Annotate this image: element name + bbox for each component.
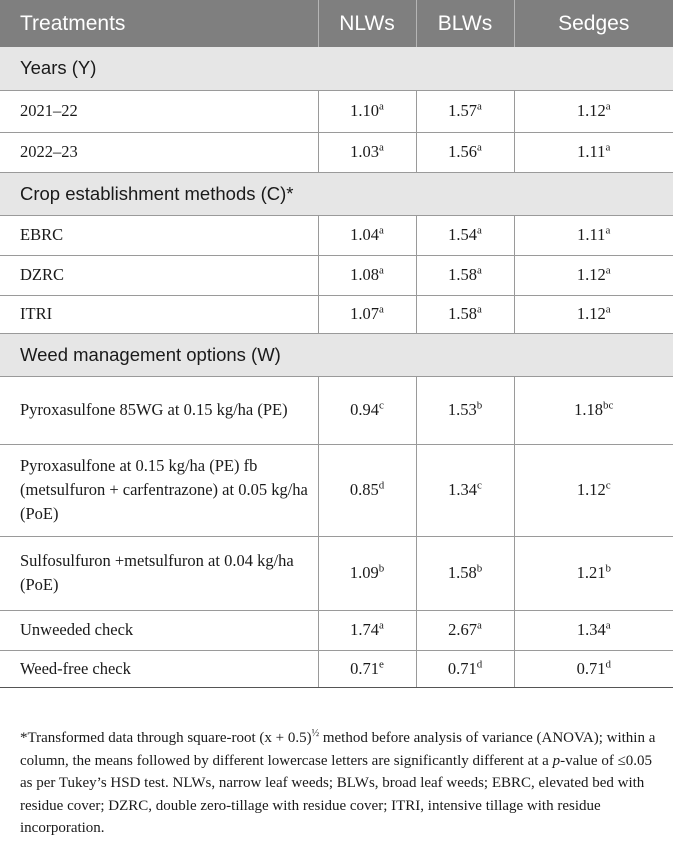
nlw-value: 0.71e (318, 650, 416, 687)
nlw-value: 1.74$^a$ (318, 610, 416, 650)
sedge-value: 1.12$^a$ (514, 255, 673, 295)
sedge-value: 0.71$^d$ (514, 650, 673, 687)
sedge-value: 1.34$^a$ (514, 610, 673, 650)
section-header-weed-management (0, 333, 673, 376)
table-row (0, 650, 673, 687)
col-header-blws: BLWs (416, 0, 514, 47)
nlw-value: 1.03$^a$ (318, 132, 416, 172)
blw-value: 1.56$^a$ (416, 132, 514, 172)
section-header-years (0, 47, 673, 90)
sedge-value: 1.11$^a$ (514, 132, 673, 172)
nlw-value: 1.09$^b$ (318, 536, 416, 610)
table-row (0, 536, 673, 610)
nlw-value: 1.10$^a$ (318, 90, 416, 132)
col-header-treatments: Treatments (0, 0, 318, 47)
section-title: Years (Y) (0, 47, 673, 90)
blw-value: 0.71$^d$ (416, 650, 514, 687)
table-row (0, 255, 673, 295)
blw-value: 1.58$^b$ (416, 536, 514, 610)
nlw-value: 0.85$^d$ (318, 444, 416, 536)
row-label: DZRC (0, 255, 318, 295)
sedge-value: 1.21$^b$ (514, 536, 673, 610)
section-header-crop-establishment (0, 172, 673, 215)
blw-value: 1.58$^a$ (416, 255, 514, 295)
row-label: 2022–23 (0, 132, 318, 172)
table-row (0, 610, 673, 650)
blw-value: 2.67$^a$ (416, 610, 514, 650)
blw-value: 1.34$^c$ (416, 444, 514, 536)
table-row (0, 295, 673, 333)
nlw-value: 1.07$^a$ (318, 295, 416, 333)
table-row (0, 215, 673, 255)
sedge-value: 1.12$^a$ (514, 90, 673, 132)
sedge-value: 1.18$^{bc}$ (514, 376, 673, 444)
blw-value: 1.58$^a$ (416, 295, 514, 333)
blw-value: 1.57$^a$ (416, 90, 514, 132)
sedge-value: 1.12$^c$ (514, 444, 673, 536)
section-title: Crop establishment methods (C)* (0, 172, 673, 215)
row-label: ITRI (0, 295, 318, 333)
section-title: Weed management options (W) (0, 333, 673, 376)
row-label: Pyroxasulfone at 0.15 kg/ha (PE) fb (metsulfuron + carfentrazone) at 0.05 kg/ha (PoE) (0, 444, 318, 536)
row-label: 2021–22 (0, 90, 318, 132)
blw-value: 1.54$^a$ (416, 215, 514, 255)
row-label: EBRC (0, 215, 318, 255)
col-header-sedges: Sedges (514, 0, 673, 47)
table-row (0, 132, 673, 172)
sedge-value: 1.12$^a$ (514, 295, 673, 333)
table-row (0, 90, 673, 132)
nlw-value: 0.94$^c$ (318, 376, 416, 444)
row-label: Sulfosulfuron +metsulfuron at 0.04 kg/ha (PoE) (0, 536, 318, 610)
row-label: Weed-free check (0, 650, 318, 687)
table-row (0, 376, 673, 444)
row-label: Pyroxasulfone 85WG at 0.15 kg/ha (PE) (0, 376, 318, 444)
nlw-value: 1.04$^a$ (318, 215, 416, 255)
sedge-value: 1.11$^a$ (514, 215, 673, 255)
col-header-nlws: NLWs (318, 0, 416, 47)
table-row (0, 444, 673, 536)
blw-value: 1.53$^b$ (416, 376, 514, 444)
table-header-row (0, 0, 673, 47)
row-label: Unweeded check (0, 610, 318, 650)
table-footnote: *Transformed data through square-root $(x + 0.5)^{\frac{1}{2}}$ method before analysis of variance (ANOVA); within a column, the means followed by different lowercase letters are significantly different at a p-value of ≤0.05 as per Tukey’s HSD test. NLWs, narrow leaf weeds; BLWs, broad leaf weeds; EBRC, elevated bed with residue cover; DZRC, double zero-tillage with residue cover; ITRI, intensive tillage with residue incorporation. (20, 728, 656, 836)
nlw-value: 1.08$^a$ (318, 255, 416, 295)
